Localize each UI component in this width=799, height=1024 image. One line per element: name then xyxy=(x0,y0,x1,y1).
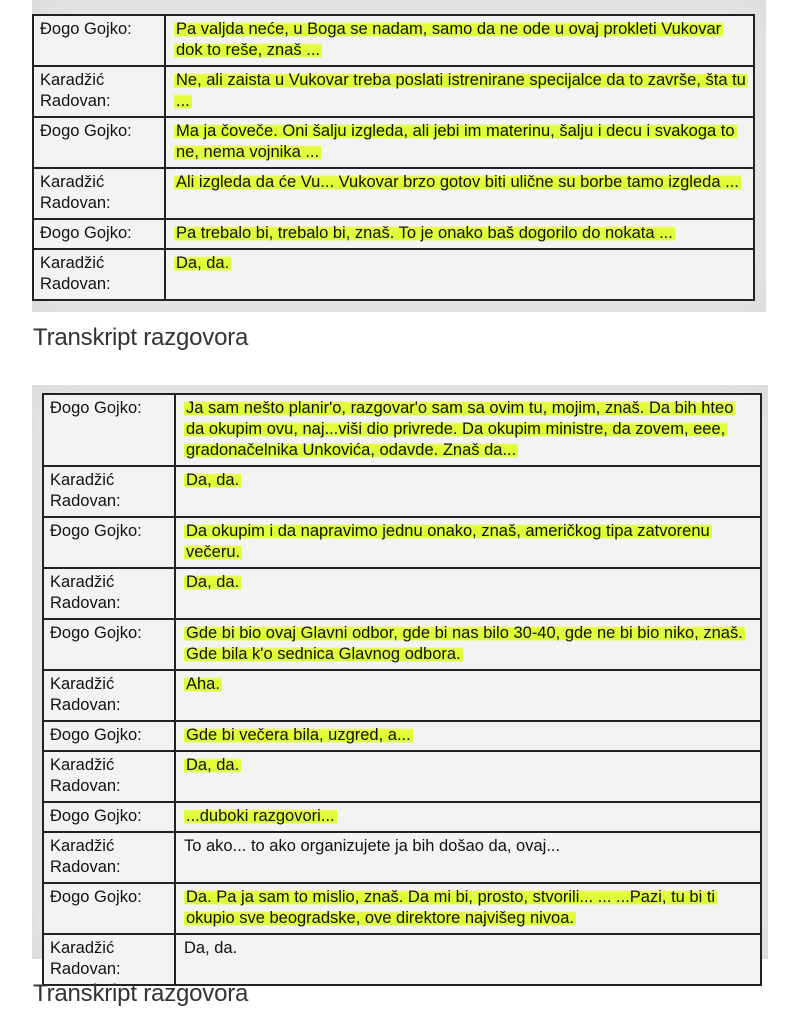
speaker-cell: Đogo Gojko: xyxy=(33,219,165,249)
table-row xyxy=(43,751,761,802)
highlighted-text: Da. Pa ja sam to mislio, znaš. Da mi bi, prosto, stvorili... ... ...Pazi, tu bi ti okupio sve beogradske, ove direktore najvišeg nivoa. xyxy=(186,888,716,927)
table-row xyxy=(33,168,754,219)
transcript-photo-1 xyxy=(32,0,766,312)
table-row xyxy=(33,15,754,66)
dialogue-cell xyxy=(175,802,761,832)
table-row xyxy=(33,249,754,300)
dialogue-cell xyxy=(165,66,754,117)
speaker-cell: Đogo Gojko: xyxy=(33,117,165,168)
dialogue-cell xyxy=(175,394,761,466)
table-row xyxy=(33,66,754,117)
highlighted-text: Da, da. xyxy=(186,573,240,591)
table-row xyxy=(33,219,754,249)
dialogue-cell xyxy=(175,883,761,934)
table-row xyxy=(43,883,761,934)
image-caption: Transkript razgovora xyxy=(33,980,249,1007)
transcript-table-2 xyxy=(42,393,762,986)
highlighted-text: Da okupim i da napravimo jednu onako, znaš, američkog tipa zatvorenu večeru. xyxy=(186,522,710,561)
table-row xyxy=(43,802,761,832)
highlighted-text: Pa trebalo bi, trebalo bi, znaš. To je onako baš dogorilo do nokata ... xyxy=(176,224,673,242)
table-row xyxy=(43,670,761,721)
highlighted-text: Ne, ali zaista u Vukovar treba poslati istrenirane specijalce da to završe, šta tu ... xyxy=(176,71,746,110)
speaker-cell: Karadžić Radovan: xyxy=(33,66,165,117)
dialogue-text: To ako... to ako organizujete ja bih došao da, ovaj... xyxy=(184,837,561,855)
table-row xyxy=(43,619,761,670)
speaker-cell: Karadžić Radovan: xyxy=(43,934,175,985)
speaker-cell: Đogo Gojko: xyxy=(43,883,175,934)
speaker-cell: Đogo Gojko: xyxy=(43,721,175,751)
highlighted-text: Da, da. xyxy=(186,756,240,774)
table-row xyxy=(43,517,761,568)
highlighted-text: Ma ja čoveče. Oni šalju izgleda, ali jebi im materinu, šalju i decu i svakoga to ne, nema vojnika ... xyxy=(176,122,735,161)
table-row xyxy=(43,721,761,751)
speaker-cell: Karadžić Radovan: xyxy=(33,168,165,219)
dialogue-cell xyxy=(165,168,754,219)
dialogue-text: Da, da. xyxy=(184,939,238,957)
dialogue-cell xyxy=(175,517,761,568)
speaker-cell: Karadžić Radovan: xyxy=(43,568,175,619)
table-row xyxy=(43,832,761,883)
table-row xyxy=(43,394,761,466)
speaker-cell: Karadžić Radovan: xyxy=(43,832,175,883)
dialogue-cell xyxy=(175,670,761,721)
speaker-cell: Karadžić Radovan: xyxy=(43,670,175,721)
dialogue-cell xyxy=(175,832,761,883)
dialogue-cell xyxy=(175,466,761,517)
dialogue-cell xyxy=(165,219,754,249)
transcript-table-1 xyxy=(32,14,755,301)
highlighted-text: Gde bi bio ovaj Glavni odbor, gde bi nas bilo 30-40, gde ne bi bio niko, znaš. Gde bila k'o sednica Glavnog odbora. xyxy=(186,624,743,663)
speaker-cell: Đogo Gojko: xyxy=(33,15,165,66)
dialogue-cell xyxy=(165,117,754,168)
highlighted-text: ...duboki razgovori... xyxy=(186,807,335,825)
highlighted-text: Da, da. xyxy=(186,471,240,489)
table-row xyxy=(43,934,761,985)
dialogue-cell xyxy=(165,249,754,300)
dialogue-cell xyxy=(165,15,754,66)
dialogue-cell xyxy=(175,934,761,985)
highlighted-text: Aha. xyxy=(186,675,220,693)
speaker-cell: Đogo Gojko: xyxy=(43,619,175,670)
dialogue-cell xyxy=(175,751,761,802)
highlighted-text: Gde bi večera bila, uzgred, a... xyxy=(186,726,411,744)
table-row xyxy=(43,466,761,517)
dialogue-cell xyxy=(175,721,761,751)
dialogue-cell xyxy=(175,619,761,670)
highlighted-text: Pa valjda neće, u Boga se nadam, samo da ne ode u ovaj prokleti Vukovar dok to reše, znaš ... xyxy=(176,20,722,59)
highlighted-text: Ali izgleda da će Vu... Vukovar brzo gotov biti ulične su borbe tamo izgleda ... xyxy=(176,173,739,191)
speaker-cell: Đogo Gojko: xyxy=(43,517,175,568)
speaker-cell: Đogo Gojko: xyxy=(43,394,175,466)
dialogue-cell xyxy=(175,568,761,619)
speaker-cell: Đogo Gojko: xyxy=(43,802,175,832)
speaker-cell: Karadžić Radovan: xyxy=(43,751,175,802)
transcript-photo-2 xyxy=(32,385,768,978)
image-caption: Transkript razgovora xyxy=(33,324,249,351)
highlighted-text: Da, da. xyxy=(176,254,230,272)
table-row xyxy=(33,117,754,168)
highlighted-text: Ja sam nešto planir'o, razgovar'o sam sa ovim tu, mojim, znaš. Da bih hteo da okupim ovu, naj...viši dio privrede. Da okupim ministre, da zovem, eee, gradonačelnika Unkovića, odavde. Znaš da... xyxy=(186,399,734,459)
table-row xyxy=(43,568,761,619)
speaker-cell: Karadžić Radovan: xyxy=(43,466,175,517)
speaker-cell: Karadžić Radovan: xyxy=(33,249,165,300)
